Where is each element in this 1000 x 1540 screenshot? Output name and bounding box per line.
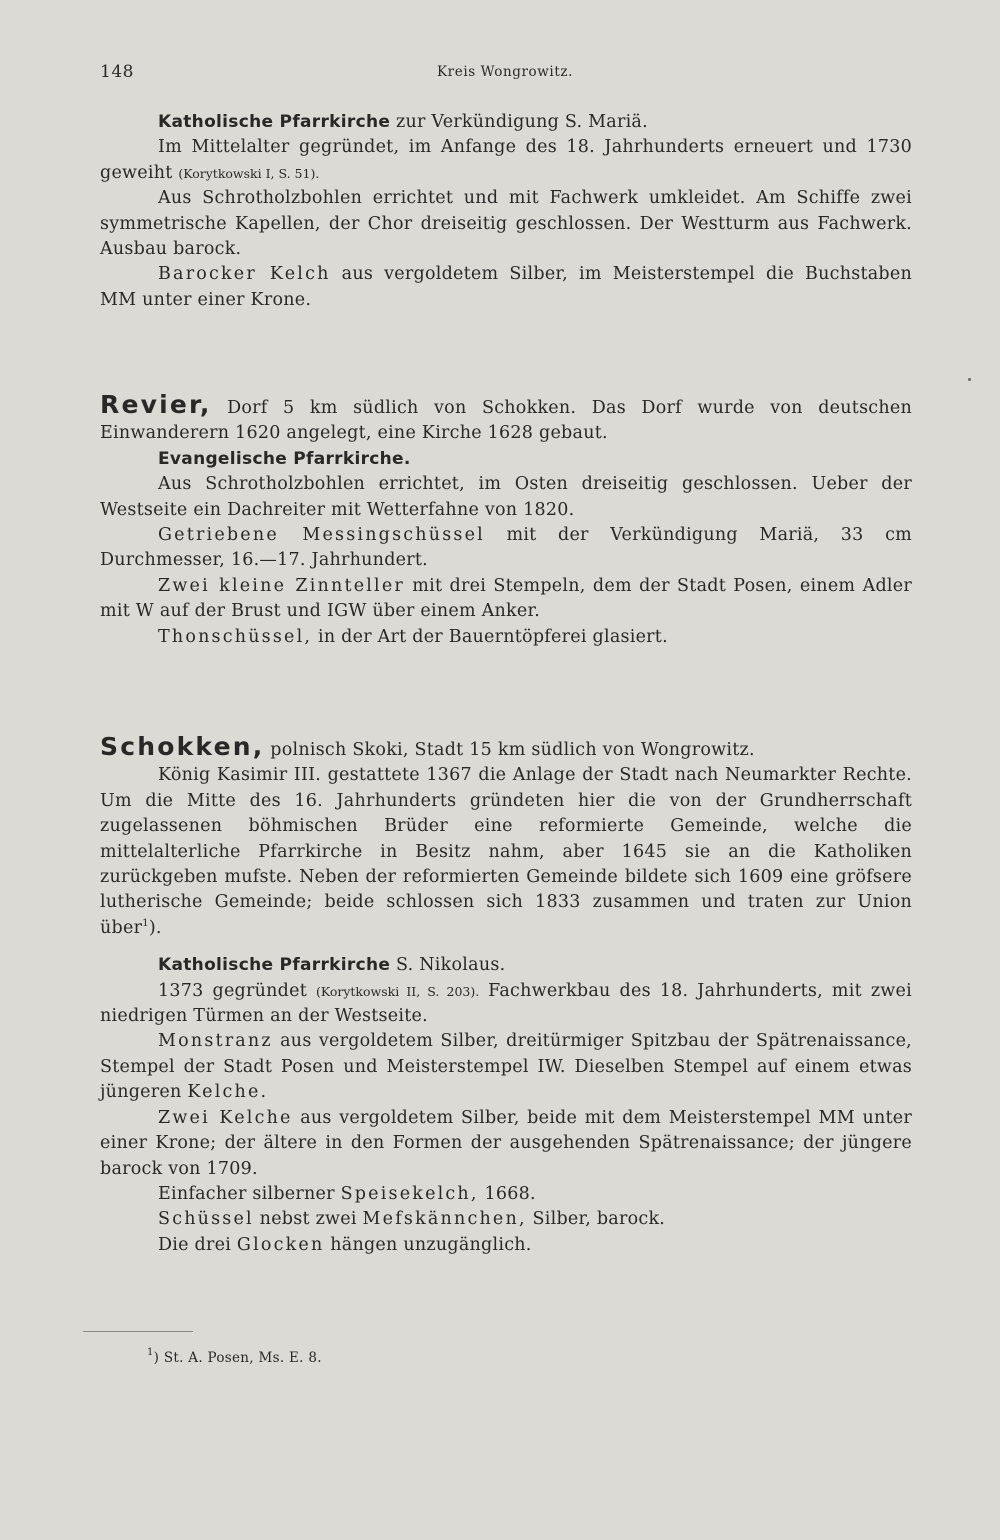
footnote-marker: 1 [142, 917, 149, 929]
history-text: Im Mittelalter gegründet, im Anfange des 18. Jahrhunderts erneuert und 1730 geweiht [100, 137, 912, 183]
church-heading-bold: Evangelische Pfarrkirche. [158, 448, 411, 469]
bowl-paragraph [100, 523, 912, 574]
bowl-cruets-text: nebst zwei [253, 1209, 363, 1230]
clay-bowl-text: in der Art der Bauerntöpferei glasiert. [312, 626, 668, 647]
bells-term: Glocken [236, 1234, 325, 1255]
church-heading [100, 447, 912, 472]
place-name-revier: Revier, [100, 390, 212, 419]
bells-rest: hängen unzugänglich. [324, 1234, 532, 1255]
pewter-plates-text: mit drei Stempeln, dem der Stadt Posen, einem Adler mit W auf der Brust und IGW über einem Anker. [100, 575, 912, 622]
bells-paragraph [100, 1233, 912, 1258]
church-history-paragraph [100, 979, 912, 1030]
section-katholische-pfarrkirche-maria [100, 110, 912, 313]
church-heading [100, 953, 912, 978]
bowl-term: Getriebene Messingschüssel [158, 525, 485, 546]
footnote-mark: 1 [147, 1347, 154, 1358]
place-name-schokken: Schokken, [100, 732, 265, 761]
literature-reference: (Korytkowski I, S. 51). [178, 165, 320, 181]
church-history-text: 1373 gegründet [158, 980, 316, 1001]
cruets-term: Mefskännchen, [362, 1209, 527, 1230]
paper-speck [968, 378, 971, 381]
section-revier [100, 392, 912, 650]
clay-bowl-term: Thonschüssel, [158, 626, 313, 647]
chalice-term: Kelche. [187, 1082, 269, 1103]
town-history-text: König Kasimir III. gestattete 1367 die Anlage der Stadt nach Neumarkter Rechte. Um die Mitte des 16. Jahrhunderts gründeten hier die von der Grundherrschaft zugelassenen böhmischen Brüder eine reformierte Gemeinde, welche die mittelalterliche Pfarrkirche in Besitz nahm, aber 1645 sie an die Katholiken zurückgeben mufste. Neben der reformierten Gemeinde bildete sich 1609 eine gröfsere lutherische Gemeinde; beide schlossen sich 1833 zusammen und traten zur Union über [100, 765, 912, 938]
church-heading-rest: S. Nikolaus. [390, 955, 506, 976]
church-heading-bold: Katholische Pfarrkirche [158, 112, 391, 132]
communion-chalice-date: 1668. [478, 1183, 536, 1204]
bowl-cruets-rest: Silber, barock. [526, 1209, 666, 1230]
chalice-term: Barocker Kelch [158, 264, 331, 285]
chalices-paragraph [100, 1106, 912, 1182]
chalices-term: Zwei Kelche [158, 1107, 293, 1128]
running-title: Kreis Wongrowitz. [437, 64, 573, 80]
pewter-plates-paragraph [100, 574, 912, 625]
bowl-text: mit der Verkündigung Mariä, 33 cm Durchmesser, 16.—17. Jahrhundert. [100, 525, 912, 571]
bowl-cruets-paragraph [100, 1207, 912, 1232]
footnote-divider [83, 1331, 193, 1332]
monstrance-paragraph [100, 1029, 912, 1105]
literature-reference: (Korytkowski II, S. 203). [315, 983, 480, 999]
construction-paragraph: Aus Schrotholzbohlen errichtet, im Osten dreiseitig geschlossen. Ueber der Westseite ein Dachreiter mit Wetterfahne von 1820. [100, 474, 912, 520]
monstrance-term: Monstranz [158, 1031, 273, 1052]
church-heading [100, 110, 912, 135]
communion-chalice-paragraph [100, 1182, 912, 1207]
section-schokken [100, 734, 912, 1258]
footnote [147, 1347, 322, 1366]
communion-chalice-text: Einfacher silberner [158, 1183, 341, 1204]
history-paragraph [100, 135, 912, 186]
bowl-term: Schüssel [158, 1209, 254, 1230]
pewter-plates-term: Zwei kleine Zinnteller [158, 575, 405, 596]
place-intro-text: polnisch Skoki, Stadt 15 km südlich von Wongrowitz. [264, 740, 755, 760]
church-heading-bold: Katholische Pfarrkirche [158, 955, 391, 976]
footnote-text: ) St. A. Posen, Ms. E. 8. [153, 1350, 322, 1366]
clay-bowl-paragraph [100, 625, 912, 650]
town-history-paragraph [100, 763, 912, 941]
town-history-end: ). [148, 917, 162, 938]
chalice-text: aus vergoldetem Silber, im Meisterstempel die Buchstaben MM unter einer Krone. [100, 264, 912, 310]
construction-paragraph: Aus Schrotholzbohlen errichtet und mit Fachwerk umkleidet. Am Schiffe zwei symmetrische Kapellen, der Chor dreiseitig geschlossen. Der Westturm aus Fachwerk. Ausbau barock. [100, 188, 912, 260]
church-history-text-2: Fachwerkbau des 18. Jahrhunderts, mit zwei niedrigen Türmen an der Westseite. [100, 980, 912, 1027]
place-intro [100, 392, 912, 447]
chalices-text: aus vergoldetem Silber, beide mit dem Meisterstempel MM unter einer Krone; der ältere in den Formen der ausgehenden Spätrenaissance; der jüngere barock von 1709. [100, 1107, 913, 1179]
page-header [100, 62, 910, 86]
communion-chalice-term: Speisekelch, [340, 1183, 479, 1204]
bells-text: Die drei [158, 1234, 237, 1255]
place-intro-text: Dorf 5 km südlich von Schokken. Das Dorf wurde von deutschen Einwanderern 1620 angelegt, eine Kirche 1628 gebaut. [100, 398, 912, 444]
place-intro [100, 734, 912, 763]
church-heading-rest: zur Verkündigung S. Mariä. [390, 112, 648, 132]
chalice-paragraph [100, 262, 912, 313]
page-number: 148 [100, 62, 134, 82]
monstrance-text: aus vergoldetem Silber, dreitürmiger Spitzbau der Spätrenaissance, Stempel der Stadt Posen und Meisterstempel IW. Dieselben Stempel auf einem etwas jüngeren [100, 1031, 912, 1103]
